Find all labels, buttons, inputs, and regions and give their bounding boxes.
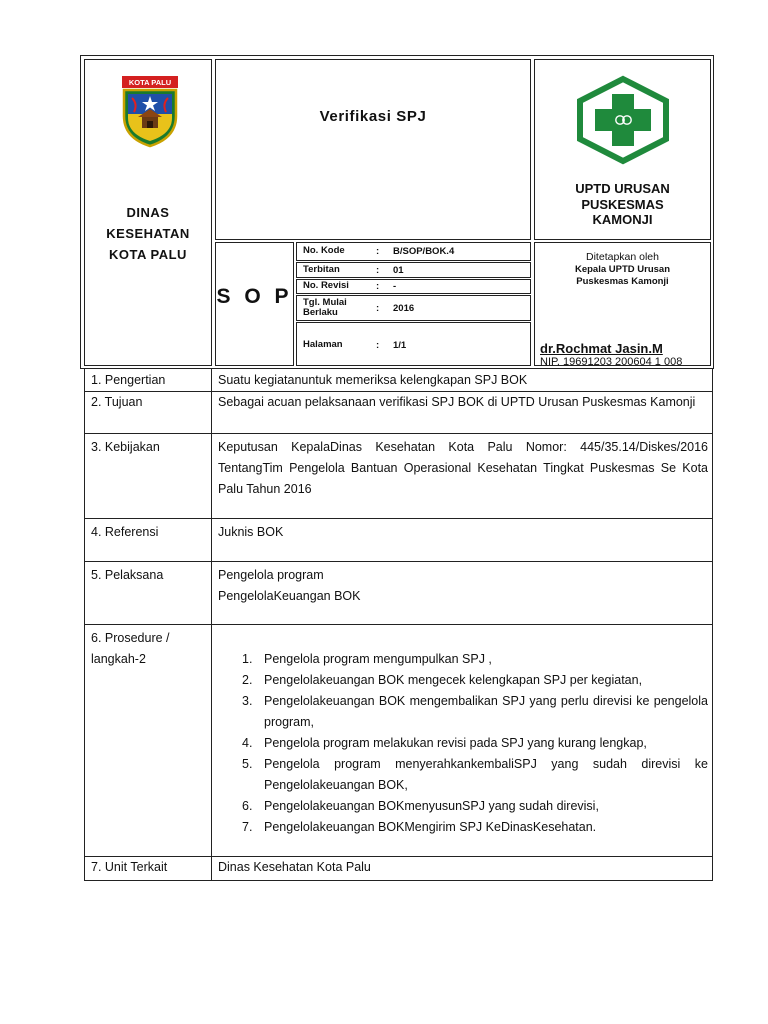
- signature-office: Kepala UPTD Urusan Puskesmas Kamonji: [574, 264, 671, 287]
- meta-value: 1/1: [393, 340, 407, 351]
- section-text: Pengelola program PengelolaKeuangan BOK: [218, 568, 361, 603]
- emblem-banner-text: KOTA PALU: [128, 78, 172, 87]
- meta-colon: :: [376, 265, 380, 276]
- uptd-cell: [534, 59, 711, 240]
- meta-row-tgl: [296, 295, 531, 321]
- section-kebijakan: [85, 434, 712, 519]
- meta-colon: :: [376, 303, 380, 314]
- section-label: 1. Pengertian: [91, 373, 166, 387]
- document-title: Verifikasi SPJ: [319, 108, 427, 125]
- procedure-step: 7. Pengelolakeuangan BOKMengirim SPJ KeDinasKesehatan.: [242, 820, 597, 834]
- section-text: Sebagai acuan pelaksanaan verifikasi SPJ BOK di UPTD Urusan Puskesmas Kamonji: [218, 395, 696, 409]
- section-referensi: [85, 519, 712, 562]
- section-label: 3. Kebijakan: [91, 440, 160, 454]
- section-text: Dinas Kesehatan Kota Palu: [218, 860, 371, 874]
- meta-value: -: [393, 281, 397, 292]
- procedure-steps: [235, 649, 708, 838]
- meta-row-revisi: [296, 279, 531, 294]
- meta-label: Halaman: [303, 339, 343, 350]
- meta-label: Tgl. Mulai Berlaku: [303, 297, 347, 318]
- section-label: 4. Referensi: [91, 525, 159, 539]
- sop-header: [80, 55, 714, 369]
- meta-row-halaman: [296, 322, 531, 366]
- procedure-step: 3. Pengelolakeuangan BOK mengembalikan SPJ yang perlu direvisi ke pengelola program,: [242, 694, 708, 729]
- section-label: 6. Prosedure / langkah-2: [91, 631, 170, 666]
- meta-colon: :: [376, 246, 380, 257]
- meta-value: B/SOP/BOK.4: [393, 246, 455, 257]
- signature-nip: NIP. 19691203 200604 1 008: [540, 356, 683, 368]
- sop-cell: [215, 242, 294, 366]
- section-pelaksana: [85, 562, 712, 625]
- meta-value: 2016: [393, 303, 415, 314]
- dinas-name: DINAS KESEHATAN KOTA PALU: [106, 205, 190, 262]
- procedure-step: 5. Pengelola program menyerahkankembaliSPJ yang sudah direvisi ke Pengelolakeuangan BOK,: [242, 757, 708, 792]
- procedure-step: 2. Pengelolakeuangan BOK mengecek kelengkapan SPJ per kegiatan,: [242, 673, 643, 687]
- sop-label: S O P: [216, 285, 293, 308]
- uptd-name: UPTD URUSAN PUSKESMAS KAMONJI: [575, 181, 670, 227]
- section-label: 7. Unit Terkait: [91, 860, 168, 874]
- section-text: Suatu kegiatanuntuk memeriksa kelengkapan SPJ BOK: [218, 373, 528, 387]
- section-text: Keputusan KepalaDinas Kesehatan Kota Palu Nomor: 445/35.14/Diskes/2016 TentangTim Pengelola Bantuan Operasional Kesehatan Tingkat Puskesmas Se Kota Palu Tahun 2016: [218, 440, 708, 496]
- dinas-cell: [84, 59, 212, 366]
- procedure-step: 4. Pengelola program melakukan revisi pada SPJ yang kurang lengkap,: [242, 736, 647, 750]
- puskesmas-logo-icon: [573, 74, 673, 166]
- meta-row-kode: [296, 242, 531, 261]
- procedure-step: 1. Pengelola program mengumpulkan SPJ ,: [242, 652, 492, 666]
- signature-cell: [534, 242, 711, 366]
- meta-value: 01: [393, 265, 404, 276]
- meta-colon: :: [376, 281, 380, 292]
- meta-colon: :: [376, 340, 380, 351]
- section-tujuan: [85, 392, 712, 434]
- section-text: Juknis BOK: [218, 525, 284, 539]
- meta-row-terbitan: [296, 262, 531, 278]
- signature-label: Ditetapkan oleh: [586, 251, 659, 263]
- signature-name: dr.Rochmat Jasin.M: [540, 341, 663, 356]
- title-cell: [215, 59, 531, 240]
- section-pengertian: [85, 369, 712, 392]
- meta-label: No. Revisi: [303, 280, 349, 291]
- section-label: 2. Tujuan: [91, 395, 143, 409]
- kota-palu-emblem-icon: [118, 76, 182, 148]
- section-unit-terkait: [85, 857, 712, 881]
- meta-label: No. Kode: [303, 245, 345, 256]
- procedure-step: 6. Pengelolakeuangan BOKmenyusunSPJ yang sudah direvisi,: [242, 799, 599, 813]
- meta-label: Terbitan: [303, 264, 340, 275]
- sop-content-table: [84, 368, 713, 881]
- section-label: 5. Pelaksana: [91, 568, 164, 582]
- section-prosedure: [85, 625, 712, 857]
